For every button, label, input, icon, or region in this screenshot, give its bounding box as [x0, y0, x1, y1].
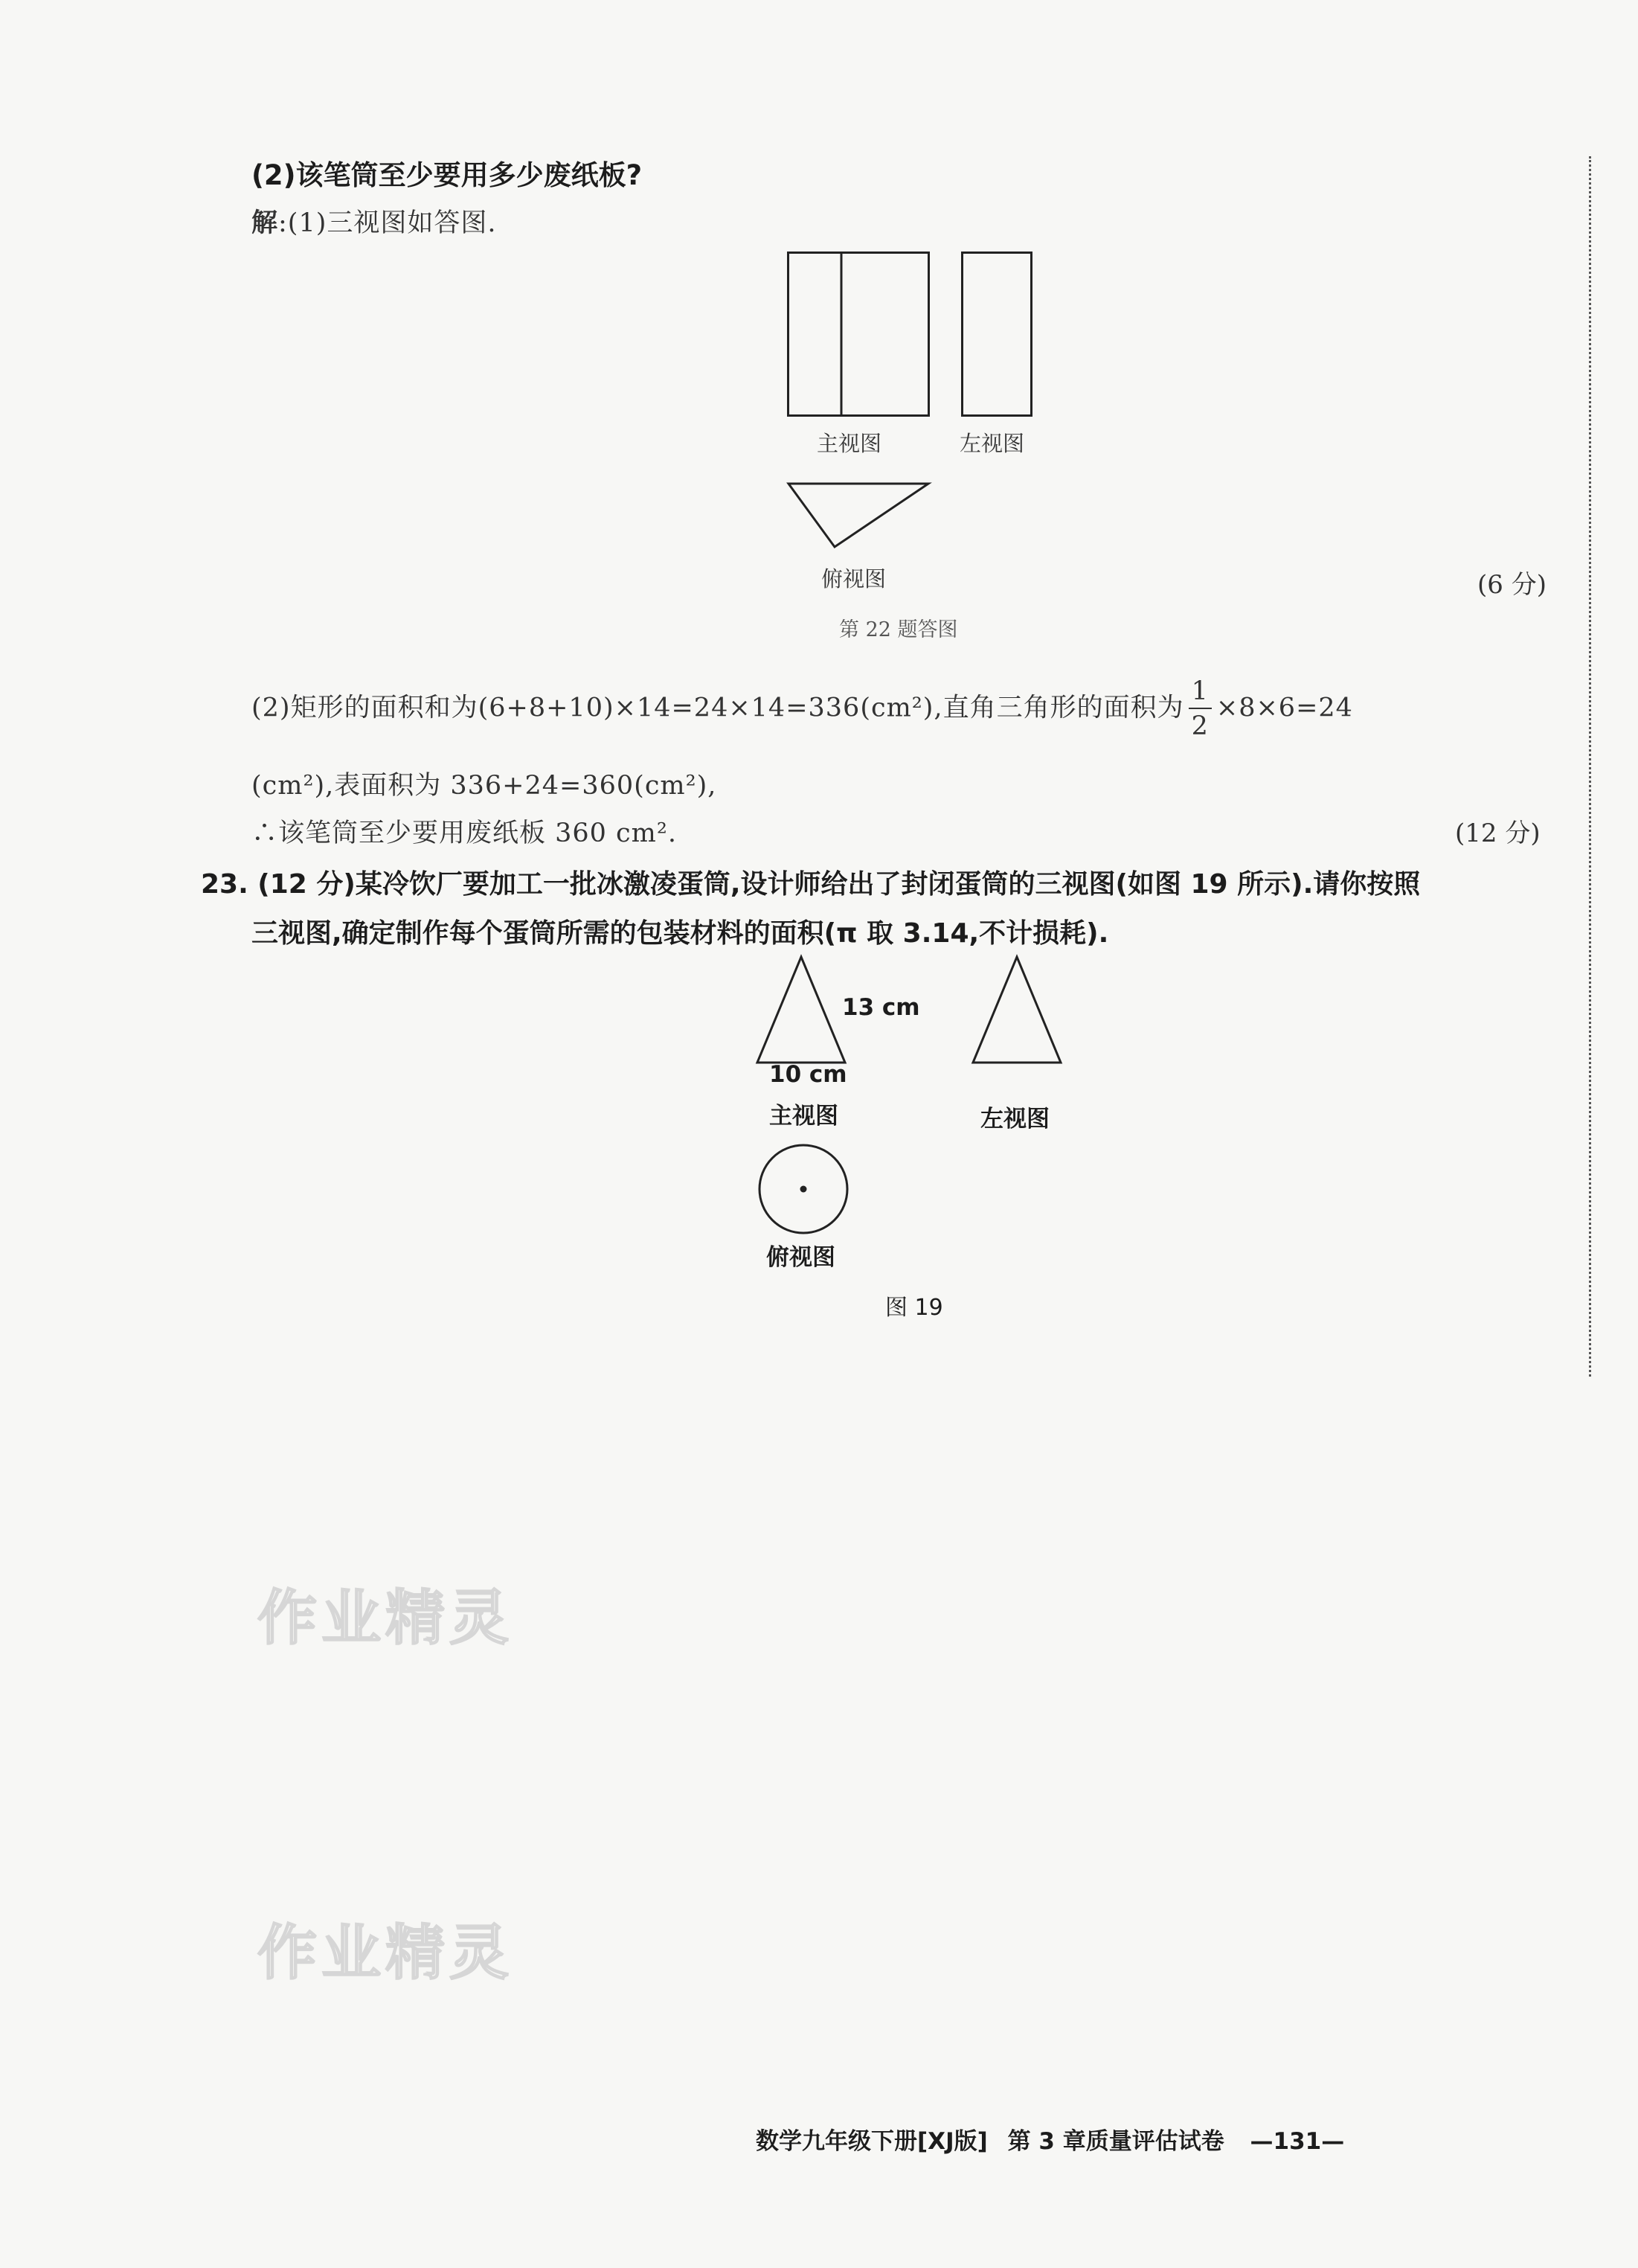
- margin-dotted-line: [1589, 156, 1591, 1377]
- q22-front-view-label: 主视图: [817, 431, 882, 456]
- footer: [756, 2122, 1344, 2156]
- q23-top-view: [757, 1143, 849, 1235]
- solution-label: 解: [251, 208, 279, 238]
- q22-part2-line1-b: ×8×6=24: [1215, 693, 1353, 723]
- footer-chapter: 第 3 章质量评估试卷: [1007, 2128, 1224, 2155]
- solution-intro-text: :(1)三视图如答图.: [278, 208, 497, 238]
- watermark-2: 作业精灵: [257, 1918, 513, 1987]
- q22-score-part2: (12 分): [1455, 819, 1541, 848]
- q22-part2-line2: (cm²),表面积为 336+24=360(cm²),: [251, 771, 717, 801]
- q23-figure-caption: 图 19: [885, 1295, 943, 1321]
- footer-page-number: —131—: [1250, 2128, 1345, 2155]
- q23-slant-label: 13 cm: [842, 994, 920, 1021]
- q23-front-view: [756, 955, 847, 1064]
- fraction-denominator: 2: [1191, 711, 1209, 741]
- q22-front-view: [787, 252, 930, 417]
- q23-base-label: 10 cm: [769, 1061, 847, 1088]
- q23-line2: 三视图,确定制作每个蛋筒所需的包装材料的面积(π 取 3.14,不计损耗).: [251, 918, 1109, 949]
- watermark-1: 作业精灵: [257, 1583, 513, 1653]
- q22-top-view-label: 俯视图: [821, 566, 887, 592]
- q22-part2-question: (2)该笔筒至少要用多少废纸板?: [251, 159, 643, 191]
- q22-solution-intro: [251, 202, 497, 240]
- q23-left-view: [971, 955, 1062, 1064]
- q22-top-view: [787, 482, 930, 549]
- q23-line1: 23. (12 分)某冷饮厂要加工一批冰激凌蛋筒,设计师给出了封闭蛋筒的三视图(如图 19 所示).请你按照: [201, 869, 1421, 900]
- footer-book: 数学九年级下册[XJ版]: [756, 2128, 988, 2155]
- q22-score-part1: (6 分): [1477, 570, 1547, 600]
- q22-part2-line3: ∴该笔筒至少要用废纸板 360 cm².: [251, 819, 678, 848]
- q23-top-view-label: 俯视图: [766, 1244, 835, 1271]
- q22-part2-line1: [251, 676, 1353, 741]
- q23-left-view-label: 左视图: [980, 1106, 1050, 1133]
- q22-left-view: [961, 252, 1032, 417]
- fraction-numerator: 1: [1189, 679, 1212, 709]
- fraction-one-half: [1189, 676, 1212, 741]
- q22-left-view-label: 左视图: [960, 431, 1025, 456]
- q22-part2-line1-a: (2)矩形的面积和为(6+8+10)×14=24×14=336(cm²),直角三角形的面积为: [251, 693, 1184, 723]
- q22-figure-caption: 第 22 题答图: [839, 618, 958, 641]
- q23-front-view-label: 主视图: [769, 1103, 838, 1130]
